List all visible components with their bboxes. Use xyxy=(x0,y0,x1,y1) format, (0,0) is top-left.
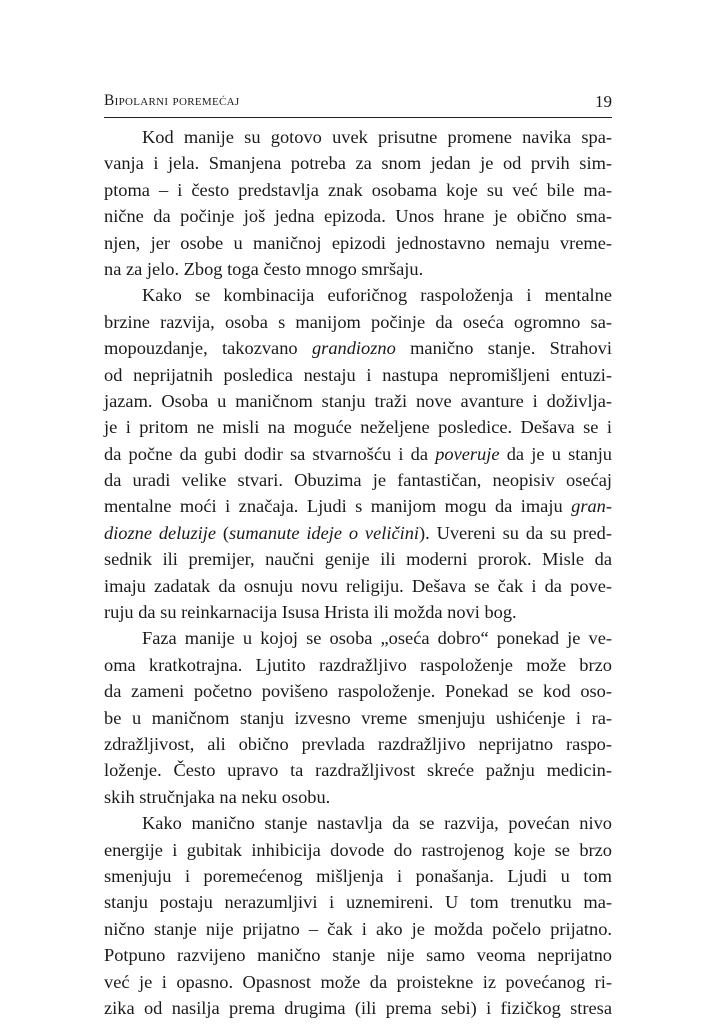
text-run: be u maničnom stanju izvesno vreme smenjuju ushićenje i ra- xyxy=(104,707,612,728)
text-line xyxy=(104,282,612,308)
text-line xyxy=(104,573,612,599)
text-line xyxy=(104,652,612,678)
text-line xyxy=(104,520,612,546)
text-run: stanju postaju nerazumljivi i uznemireni. U tom trenutku ma- xyxy=(104,892,612,913)
paragraph xyxy=(104,124,612,282)
text-run: mopouzdanje, takozvano xyxy=(104,338,312,359)
text-line xyxy=(104,942,612,968)
text-run: sednik ili premijer, naučni genije ili moderni prorok. Misle da xyxy=(104,549,612,570)
text-line xyxy=(104,863,612,889)
text-line xyxy=(104,362,612,388)
text-run: na za jelo. Zbog toga često mnogo smršaju. xyxy=(104,258,424,279)
text-run: brzine razvija, osoba s manijom počinje da oseća ogromno sa- xyxy=(104,311,612,332)
text-run: zdražljivost, ali obično prevlada razdražljivo neprijatno raspo- xyxy=(104,733,612,754)
text-line xyxy=(104,388,612,414)
text-line xyxy=(104,546,612,572)
text-run: manično stanje. Strahovi xyxy=(395,338,612,359)
text-line xyxy=(104,837,612,863)
text-line xyxy=(104,203,612,229)
text-run: ( xyxy=(216,522,229,543)
text-line xyxy=(104,757,612,783)
text-line xyxy=(104,731,612,757)
paragraph xyxy=(104,810,612,1021)
text-line xyxy=(104,810,612,836)
italic-run: sumanute ideje o veličini xyxy=(229,522,420,543)
running-head xyxy=(104,92,612,116)
text-run: da zameni početno povišeno raspoloženje. Ponekad se kod oso- xyxy=(104,681,612,702)
text-line xyxy=(104,150,612,176)
page-number: 19 xyxy=(595,92,612,111)
text-run: oma kratkotrajna. Ljutito razdražljivo raspoloženje može brzo xyxy=(104,654,612,675)
text-line xyxy=(104,599,612,625)
header-rule xyxy=(104,117,612,118)
text-line xyxy=(104,493,612,519)
text-run: jazam. Osoba u maničnom stanju traži nove avanture i doživlja- xyxy=(104,390,612,411)
text-line xyxy=(104,230,612,256)
text-run: loženje. Često upravo ta razdražljivost skreće pažnju medicin- xyxy=(104,760,612,781)
text-run: vanja i jela. Smanjena potreba za snom jedan je od prvih sim- xyxy=(104,153,612,174)
text-line xyxy=(104,414,612,440)
text-run: da počne da gubi dodir sa stvarnošću i da xyxy=(104,443,436,464)
text-line xyxy=(104,256,612,282)
text-run: Kod manije su gotovo uvek prisutne promene navika spa- xyxy=(142,127,612,147)
text-run: je i pritom ne misli na moguće neželjene posledice. Dešava se i xyxy=(104,417,612,438)
text-run: nično stanje nije prijatno – čak i ako je možda počelo prijatno. xyxy=(104,918,612,939)
text-run: zika od nasilja prema drugima (ili prema sebi) i fizičkog stresa xyxy=(104,997,612,1018)
italic-run: grandiozno xyxy=(311,338,396,359)
text-line xyxy=(104,441,612,467)
text-run: ptoma – i često predstavlja znak osobama koje su već bile ma- xyxy=(104,179,612,200)
running-head-title: Bipolarni poremećaj xyxy=(104,92,240,109)
text-run: Kako se kombinacija euforičnog raspoloženja i mentalne xyxy=(142,285,612,306)
text-line xyxy=(104,625,612,651)
text-run: Kako manično stanje nastavlja da se razvija, povećan nivo xyxy=(142,813,612,834)
text-line xyxy=(104,889,612,915)
text-line xyxy=(104,995,612,1021)
text-run: skih stručnjaka na neku osobu. xyxy=(104,786,331,807)
text-line xyxy=(104,784,612,810)
text-run: već je i opasno. Opasnost može da proistekne iz povećanog ri- xyxy=(104,971,612,992)
text-run: energije i gubitak inhibicija dovode do rastrojenog koje se brzo xyxy=(104,839,612,860)
text-line xyxy=(104,177,612,203)
text-run: njen, jer osobe u maničnoj epizodi jednostavno nemaju vreme- xyxy=(104,232,612,253)
text-line xyxy=(104,969,612,995)
text-run: Potpuno razvijeno manično stanje nije samo veoma neprijatno xyxy=(104,945,612,966)
text-line xyxy=(104,124,612,150)
text-run: mentalne moći i značaja. Ljudi s manijom mogu da imaju xyxy=(104,496,572,517)
text-run: od neprijatnih posledica nestaju i nastupa nepromišljeni entuzi- xyxy=(104,364,612,385)
text-line xyxy=(104,309,612,335)
italic-run: gran- xyxy=(571,496,612,517)
paragraph xyxy=(104,625,612,810)
text-line xyxy=(104,678,612,704)
text-run: da uradi velike stvari. Obuzima je fantastičan, neopisiv osećaj xyxy=(104,470,612,491)
text-run: Faza manije u kojoj se osoba „oseća dobro“ ponekad je ve- xyxy=(142,628,612,649)
italic-run: diozne deluzije xyxy=(104,522,217,543)
text-line xyxy=(104,916,612,942)
text-run: da je u stanju xyxy=(499,443,612,464)
text-run: nične da počinje još jedna epizoda. Unos hrane je obično sma- xyxy=(104,206,612,227)
body-text xyxy=(104,124,612,1021)
text-line xyxy=(104,705,612,731)
text-line xyxy=(104,467,612,493)
italic-run: poveruje xyxy=(435,443,500,464)
text-run: smenjuju i poremećenog mišljenja i ponašanja. Ljudi u tom xyxy=(104,865,612,886)
text-run: imaju zadatak da osnuju novu religiju. Dešava se čak i da pove- xyxy=(104,575,612,596)
text-run: ruju da su reinkarnacija Isusa Hrista ili možda novi bog. xyxy=(104,602,517,623)
text-run: ). Uvereni su da su pred- xyxy=(419,522,612,543)
text-line xyxy=(104,335,612,361)
paragraph xyxy=(104,282,612,625)
